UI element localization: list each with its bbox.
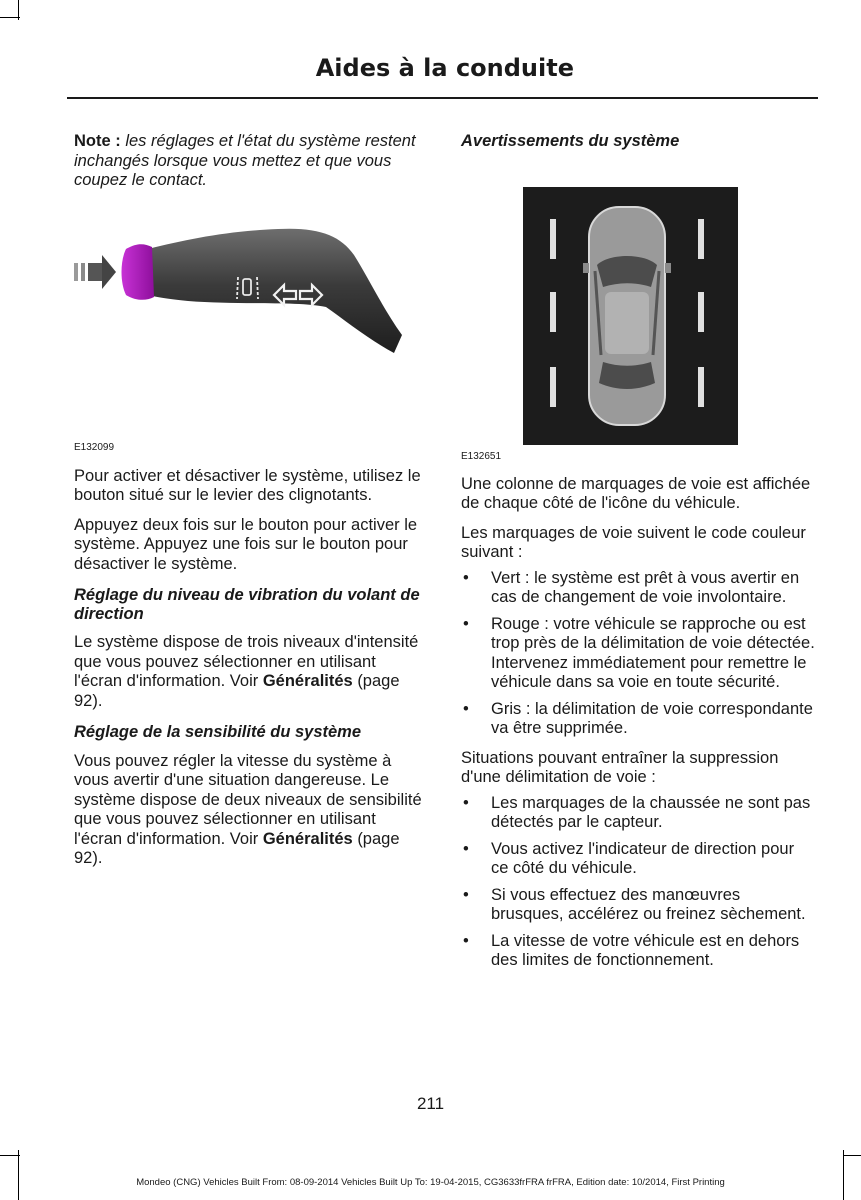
- section-heading: Réglage du niveau de vibration du volant de direction: [74, 586, 420, 623]
- car-icon: [583, 207, 671, 425]
- stalk-illustration: [68, 221, 408, 371]
- note: [74, 132, 426, 191]
- list-item: • Si vous effectuez des manœuvres brusques, accélérez ou freinez sèchement.: [463, 885, 806, 923]
- paragraph-text: Le système dispose de trois niveaux d'intensité que vous pouvez sélectionner en utilisant l'écran d'information. Voir: [74, 633, 419, 690]
- push-arrow-icon: [74, 255, 116, 289]
- lane-marking-right: [698, 219, 704, 407]
- figure-code: E132099: [74, 441, 115, 453]
- list-item: • Gris : la délimitation de voie correspondante va être supprimée.: [463, 699, 813, 737]
- page-number: 211: [416, 1094, 445, 1113]
- lane-display-illustration: [523, 187, 738, 445]
- section-heading: Avertissements du système: [461, 132, 680, 150]
- crop-mark: [843, 1155, 861, 1156]
- crop-mark: [843, 1150, 844, 1200]
- paragraph: [74, 633, 426, 711]
- stalk-button: [122, 244, 155, 300]
- figure-display: [461, 169, 816, 461]
- title-rule: [67, 97, 818, 99]
- section-heading: Réglage de la sensibilité du système: [74, 723, 362, 741]
- lane-marking-left: [550, 219, 556, 407]
- figure-code: E132651: [461, 450, 502, 462]
- crop-mark: [0, 17, 20, 18]
- paragraph: [74, 752, 426, 869]
- note-text: les réglages et l'état du système restent inchangés lorsque vous mettez et que vous coupez le contact.: [74, 132, 416, 189]
- list-item: • La vitesse de votre véhicule est en dehors des limites de fonctionnement.: [463, 931, 800, 969]
- right-column: [461, 132, 816, 981]
- left-column: [74, 132, 426, 879]
- crop-mark: [18, 1150, 19, 1200]
- paragraph: Une colonne de marquages de voie est affichée de chaque côté de l'icône du véhicule.: [461, 474, 811, 512]
- page-ref: (page 92).: [74, 672, 400, 710]
- list-item: • Vert : le système est prêt à vous avertir en cas de changement de voie involontaire.: [463, 568, 800, 606]
- bullet-list-situations: [461, 794, 816, 971]
- bullet-list-colors: [461, 569, 816, 739]
- page-title: Aides à la conduite: [315, 54, 574, 82]
- note-label: Note :: [74, 132, 121, 150]
- figure-stalk: [68, 221, 426, 453]
- list-item: • Vous activez l'indicateur de direction pour ce côté du véhicule.: [463, 839, 795, 877]
- paragraph: Pour activer et désactiver le système, utilisez le bouton situé sur le levier des clignotants.: [74, 466, 421, 504]
- paragraph: Situations pouvant entraîner la suppression d'une délimitation de voie :: [461, 748, 779, 786]
- crop-mark: [0, 1155, 20, 1156]
- stalk-body: [148, 228, 402, 352]
- page-ref: (page 92).: [74, 829, 400, 867]
- footer-text: Mondeo (CNG) Vehicles Built From: 08-09-2014 Vehicles Built Up To: 19-04-2015, CG3633frFRA frFRA, Edition date: 10/2014, First Printing: [136, 1177, 725, 1188]
- list-item: • Rouge : votre véhicule se rapproche ou est trop près de la délimitation de voie détectée. Intervenez immédiatement pour remettre le véhicule dans sa voie en toute sécurité.: [463, 614, 815, 691]
- paragraph: Appuyez deux fois sur le bouton pour activer le système. Appuyez une fois sur le bouton pour désactiver le système.: [74, 515, 418, 573]
- cross-reference: Généralités: [262, 829, 353, 848]
- cross-reference: Généralités: [262, 672, 353, 690]
- list-item: • Les marquages de la chaussée ne sont pas détectés par le capteur.: [463, 793, 811, 831]
- paragraph-text: Vous pouvez régler la vitesse du système à vous avertir d'une situation dangereuse. Le système dispose de deux niveaux de sensibilité que vous pouvez sélectionner en utilisant l'écran d'information. Voir: [74, 751, 422, 848]
- paragraph: Les marquages de voie suivent le code couleur suivant :: [461, 523, 806, 561]
